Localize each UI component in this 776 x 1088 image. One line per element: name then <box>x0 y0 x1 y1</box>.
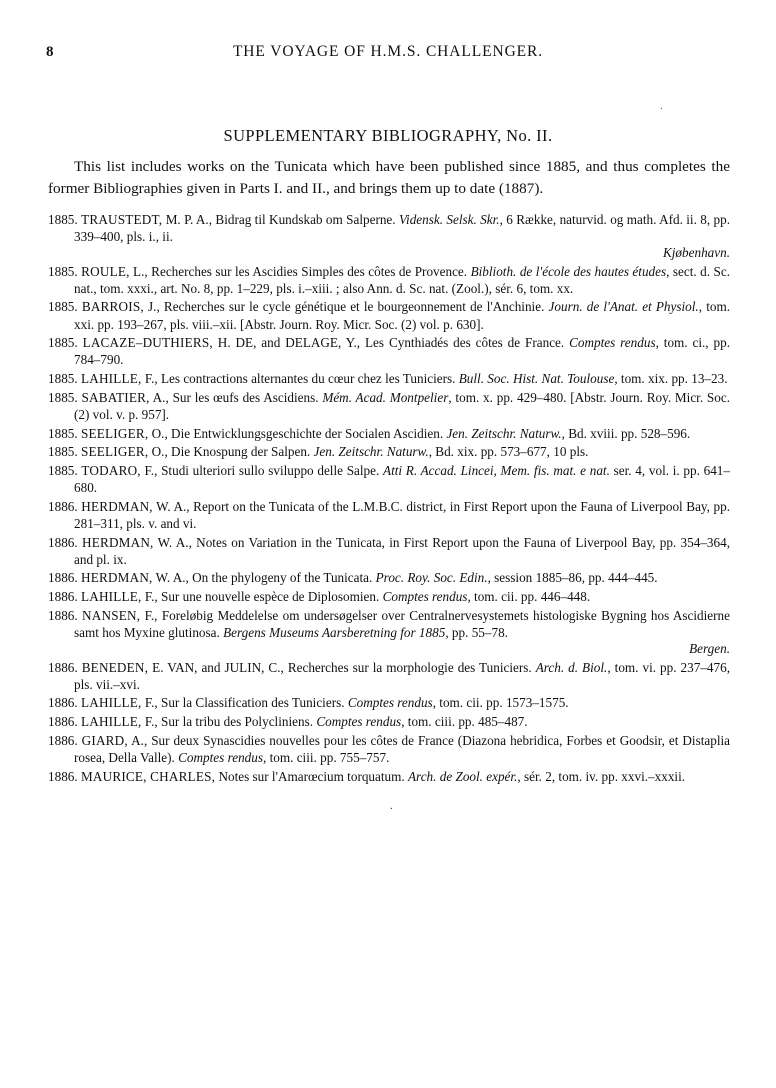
entry-author: SEELIGER, <box>80 425 149 441</box>
entry-text-pre: F., Sur la Classification des Tuniciers. <box>141 695 348 711</box>
entry-source-italic: Comptes rendus <box>569 335 656 351</box>
entry-year: 1886. <box>48 695 78 711</box>
bibliography-entry <box>48 694 730 711</box>
entry-source-italic: Biblioth. de l'école des hautes études <box>470 263 667 279</box>
entry-text-post: , tom. xix. pp. 13–23. <box>614 371 728 387</box>
entry-text-post: , Bd. xix. pp. 573–677, 10 pls. <box>428 444 589 460</box>
entry-text-post: , tom. vi. pp. 237–476, pls. vii.–xvi. <box>74 659 730 692</box>
entry-text-pre: F., Les contractions alternantes du cœur chez les Tuniciers. <box>141 371 459 387</box>
bibliography-entry <box>48 498 730 532</box>
entry-author: BENEDEN, <box>81 659 149 675</box>
bibliography-entry <box>48 298 730 332</box>
entry-author: HERDMAN, <box>81 534 154 550</box>
entry-author: HERDMAN, <box>80 570 153 586</box>
entry-year: 1886. <box>48 534 78 550</box>
entry-year: 1885. <box>48 444 78 460</box>
entry-source-italic: Bergens Museums Aarsberetning for 1885 <box>223 624 446 640</box>
bibliography-entry <box>48 334 730 368</box>
bibliography-entry <box>48 713 730 730</box>
entry-source-italic: Comptes rendus <box>178 749 263 765</box>
entry-author: NANSEN, <box>82 607 141 623</box>
entry-text-post: , Bd. xviii. pp. 528–596. <box>561 425 691 441</box>
entry-text-pre: O., Die Entwicklungsgeschichte der Socialen Ascidien. <box>148 425 447 441</box>
entry-year: 1885. <box>48 425 78 441</box>
entry-source-italic: Atti R. Accad. Lincei, Mem. fis. mat. e nat. <box>383 462 610 478</box>
entry-source-italic: Journ. de l'Anat. et Physiol. <box>548 299 699 315</box>
entry-source-italic: Bull. Soc. Hist. Nat. Toulouse <box>458 371 615 387</box>
entry-year: 1886. <box>48 588 78 604</box>
entry-source-italic: Arch. de Zool. expér. <box>408 768 518 784</box>
entry-text-pre: A., Sur deux Synascidies nouvelles pour les côtes de France (Diazona hebridica, Forbes et Goodsir, et Distaplia rosea, Della Valle). <box>74 732 731 765</box>
entry-year: 1885. <box>48 335 78 351</box>
entry-text-post: , tom. cii. pp. 1573–1575. <box>432 695 569 711</box>
entry-author: MAURICE, CHARLES, <box>80 768 216 784</box>
bibliography-entry <box>48 732 730 766</box>
intro-paragraph: This list includes works on the Tunicata which have been published since 1885, and thus completes the former Bibliographies given in Parts I. and II., and brings them up to date (1887). <box>48 158 730 198</box>
entry-text-pre: W. A., On the phylogeny of the Tunicata. <box>152 570 376 586</box>
entry-year: 1886. <box>48 732 78 748</box>
bibliography-entry <box>48 659 730 693</box>
entry-year: 1886. <box>48 659 78 675</box>
entry-author: GIARD, <box>81 732 128 748</box>
entry-author: LAHILLE, <box>80 695 142 711</box>
entry-text-post: ser. 4, vol. i. pp. 641–680. <box>74 462 730 496</box>
entry-source-italic: Vidensk. Selsk. Skr. <box>398 211 500 227</box>
bibliography-entry <box>48 534 730 568</box>
entry-year: 1886. <box>48 714 78 730</box>
bibliography-entry <box>48 211 730 261</box>
entry-author: BARROIS, <box>81 299 144 315</box>
entry-text-pre: F., Sur la tribu des Polycliniens. <box>141 714 317 730</box>
entry-year: 1886. <box>48 768 78 784</box>
entry-text-pre: W. A., Notes on Variation in the Tunicata, in First Report upon the Fauna of Liverpool Bay, pp. 354–364, and pl. ix. <box>74 534 730 567</box>
entry-author: TRAUSTEDT, <box>81 211 163 227</box>
entry-year: 1885. <box>48 211 78 227</box>
page-number: 8 <box>46 44 54 60</box>
entry-author: SABATIER, <box>81 389 150 405</box>
entry-text-pre: E. VAN, and JULIN, C., Recherches sur la morphologie des Tuniciers. <box>148 659 536 675</box>
entry-year: 1885. <box>48 462 78 478</box>
bibliography-entry <box>48 569 730 586</box>
entry-text-pre: W. A., Report on the Tunicata of the L.M.B.C. district, in First Report upon the Fauna of Liverpool Bay, pp. 281–311, pls. v. and vi. <box>74 498 730 531</box>
ink-speck-top-right: . <box>660 100 663 112</box>
entry-text-pre: H. DE, and DELAGE, Y., Les Cynthiadés des côtes de France. <box>212 335 570 351</box>
entry-year: 1886. <box>48 607 78 623</box>
entry-source-italic: Mém. Acad. Montpelier <box>322 389 449 405</box>
entry-source-italic: Proc. Roy. Soc. Edin. <box>375 570 488 586</box>
entry-author: SEELIGER, <box>80 444 149 460</box>
entry-source-italic: Arch. d. Biol. <box>535 659 608 675</box>
entry-text-post: , tom. cii. pp. 446–448. <box>467 588 591 604</box>
entry-year: 1886. <box>48 498 78 514</box>
entry-author: LAHILLE, <box>80 714 142 730</box>
ink-speck-middle: . <box>390 800 393 812</box>
document-page <box>0 38 776 1088</box>
entry-text-post: , sect. d. Sc. nat., tom. xxxi., art. No. 8, pp. 1–229, pls. i.–xiii. ; also Ann. d. Sc. nat. (Zool.), sér. 6, tom. xx. <box>74 263 730 296</box>
entry-source-italic: Comptes rendus <box>316 714 402 730</box>
entry-year: 1885. <box>48 263 78 279</box>
entry-source-italic: Comptes rendus <box>382 588 468 604</box>
bibliography-list <box>48 211 730 785</box>
entry-year: 1885. <box>48 299 78 315</box>
entry-text-post: , tom. x. pp. 429–480. [Abstr. Journ. Roy. Micr. Soc. (2) vol. v. p. 957]. <box>74 389 731 422</box>
entry-place: Bergen. <box>689 640 730 656</box>
entry-text-post: , tom. ci., pp. 784–790. <box>74 335 730 368</box>
entry-source-italic: Jen. Zeitschr. Naturw. <box>446 425 562 441</box>
entry-text-pre: M. P. A., Bidrag til Kundskab om Salperne. <box>162 211 399 227</box>
entry-text-post: , pp. 55–78. <box>445 624 508 640</box>
entry-text-post: , session 1885–86, pp. 444–445. <box>487 570 658 586</box>
entry-text-pre: F., Sur une nouvelle espèce de Diplosomien. <box>141 588 383 604</box>
entry-author: HERDMAN, <box>81 498 153 514</box>
bibliography-entry <box>48 768 730 785</box>
entry-author: ROULE, <box>81 263 130 279</box>
bibliography-entry <box>48 425 730 442</box>
bibliography-entry <box>48 370 730 387</box>
entry-text-post: , tom. ciii. pp. 485–487. <box>401 714 528 730</box>
running-head: THE VOYAGE OF H.M.S. CHALLENGER. <box>232 43 544 60</box>
entry-text-pre: Notes sur l'Amarœcium torquatum. <box>215 768 408 784</box>
entry-source-italic: Jen. Zeitschr. Naturw. <box>313 444 429 460</box>
entry-text-pre: O., Die Knospung der Salpen. <box>148 444 314 460</box>
entry-text-post: , sér. 2, tom. iv. pp. xxvi.–xxxii. <box>517 768 686 784</box>
entry-year: 1885. <box>48 389 78 405</box>
entry-text-pre: L., Recherches sur les Ascidies Simples des côtes de Provence. <box>129 263 471 279</box>
bibliography-entry <box>48 462 730 496</box>
entry-year: 1885. <box>48 371 78 387</box>
entry-text-pre: J., Recherches sur le cycle génétique et le bourgeonnement de l'Anchinie. <box>143 299 549 315</box>
entry-author: LAHILLE, <box>80 371 142 387</box>
entry-author: LACAZE–DUTHIERS, <box>82 335 213 351</box>
entry-place: Kjøbenhavn. <box>662 245 730 260</box>
bibliography-entry <box>48 443 730 460</box>
entry-year: 1886. <box>48 570 78 586</box>
bibliography-entry <box>48 263 730 297</box>
entry-text-pre: F., Foreløbig Meddelelse om undersøgelser over Centralnervesystemets histologiske Bygning hos Ascidierne samt hos Myxine glutinosa. <box>74 607 731 640</box>
bibliography-entry <box>48 588 730 605</box>
page-header <box>0 38 776 78</box>
section-title: SUPPLEMENTARY BIBLIOGRAPHY, No. II. <box>223 126 553 145</box>
bibliography-entry <box>48 389 730 423</box>
entry-author: TODARO, <box>81 462 141 478</box>
entry-source-italic: Comptes rendus <box>347 695 433 711</box>
entry-author: LAHILLE, <box>80 588 142 604</box>
bibliography-entry <box>48 607 730 657</box>
entry-text-post: , tom. xxi. pp. 193–267, pls. viii.–xii. [Abstr. Journ. Roy. Micr. Soc. (2) vol. p. 630]. <box>74 299 730 332</box>
entry-text-post: , 6 Række, naturvid. og math. Afd. ii. 8, pp. 339–400, pls. i., ii. <box>74 211 731 244</box>
entry-text-post: , tom. ciii. pp. 755–757. <box>263 749 390 765</box>
entry-text-pre: F., Studi ulteriori sullo sviluppo delle Salpe. <box>140 462 384 478</box>
entry-text-pre: A., Sur les œufs des Ascidiens. <box>149 389 323 405</box>
